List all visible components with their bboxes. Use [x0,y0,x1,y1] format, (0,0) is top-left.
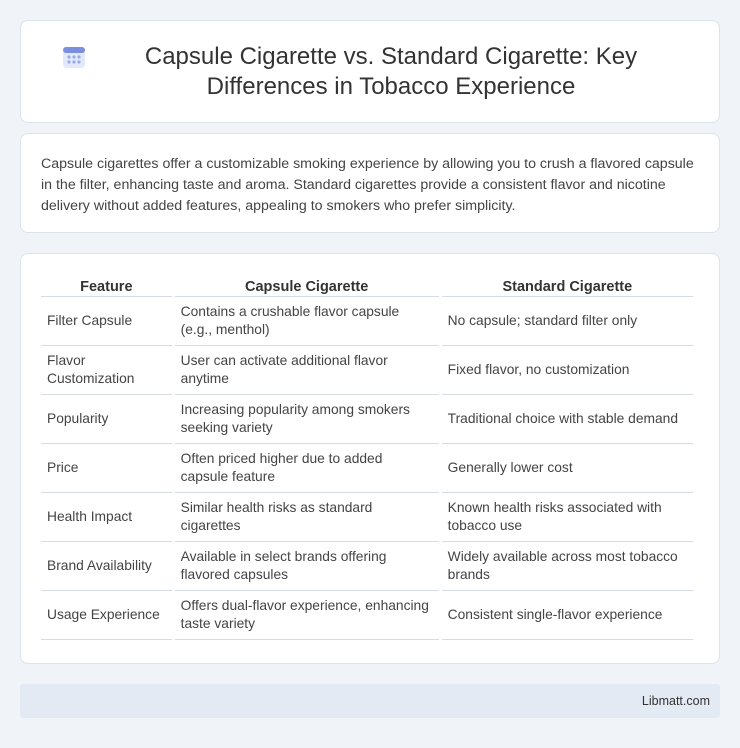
table-row [41,395,693,444]
feature-cell: Usage Experience [41,591,172,640]
intro-paragraph: Capsule cigarettes offer a customizable smoking experience by allowing you to crush a flavored capsule in the filter, enhancing taste and aroma. Standard cigarettes provide a consistent flavor and nicotine delivery without added features, appealing to smokers who prefer simplicity. [41,156,694,214]
capsule-cell: Contains a crushable flavor capsule (e.g., menthol) [175,297,439,346]
standard-cell: Fixed flavor, no customization [442,346,693,395]
standard-cell: Known health risks associated with tobacco use [442,493,693,542]
capsule-cell: Available in select brands offering flavored capsules [175,542,439,591]
title-card [20,20,720,123]
standard-cell: Widely available across most tobacco brands [442,542,693,591]
capsule-cell: Offers dual-flavor experience, enhancing taste variety [175,591,439,640]
feature-cell: Flavor Customization [41,346,172,395]
header-capsule-cigarette: Capsule Cigarette [175,275,439,297]
feature-cell: Price [41,444,172,493]
capsule-cell: Often priced higher due to added capsule feature [175,444,439,493]
capsule-cell: User can activate additional flavor anytime [175,346,439,395]
table-row [41,444,693,493]
standard-cell: No capsule; standard filter only [442,297,693,346]
title-wrap [21,42,719,102]
footer-bar [20,684,720,718]
intro-card [20,133,720,233]
standard-cell: Consistent single-flavor experience [442,591,693,640]
feature-cell: Filter Capsule [41,297,172,346]
page-title: Capsule Cigarette vs. Standard Cigarette: Key Differences in Tobacco Experience [144,42,638,100]
capsule-cell: Increasing popularity among smokers seeking variety [175,395,439,444]
header-feature: Feature [41,275,172,297]
table-row [41,297,693,346]
feature-cell: Popularity [41,395,172,444]
table-row [41,493,693,542]
standard-cell: Generally lower cost [442,444,693,493]
feature-cell: Brand Availability [41,542,172,591]
table-card [20,253,720,664]
table-row [41,346,693,395]
table-header-row [41,275,693,297]
standard-cell: Traditional choice with stable demand [442,395,693,444]
feature-cell: Health Impact [41,493,172,542]
table-row [41,591,693,640]
footer-site-link[interactable]: Libmatt.com [641,694,710,708]
header-standard-cigarette: Standard Cigarette [442,275,693,297]
capsule-cell: Similar health risks as standard cigarettes [175,493,439,542]
comparison-table [38,275,696,640]
table-row [41,542,693,591]
calendar-icon [61,44,87,70]
